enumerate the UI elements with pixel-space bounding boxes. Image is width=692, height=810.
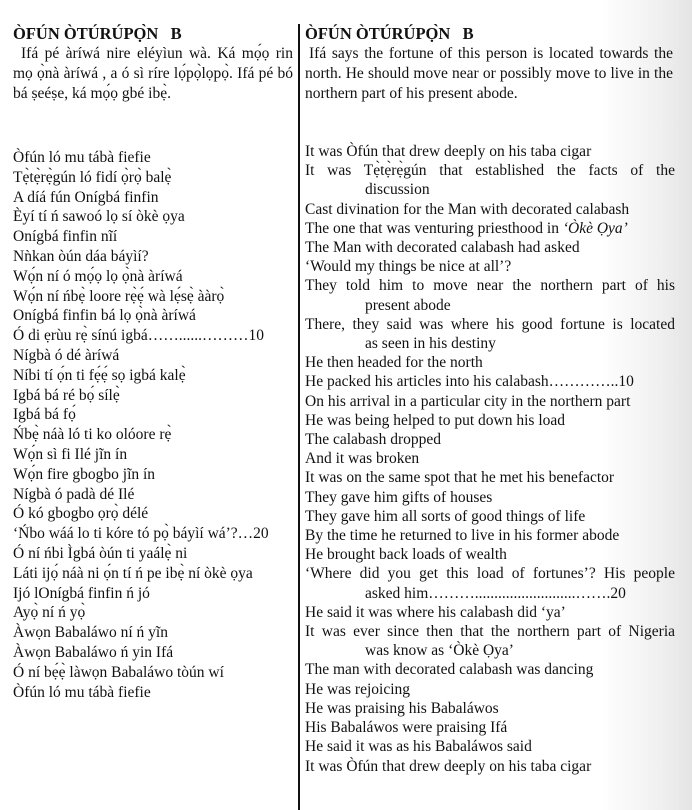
yoruba-verse-line: Èyí tí ń sawoó lọ sí òkè ọya bbox=[13, 208, 185, 226]
english-verse-line bbox=[305, 353, 675, 372]
yoruba-verses bbox=[13, 148, 298, 702]
english-verse-text: He was rejoicing bbox=[305, 680, 411, 698]
english-verse-text: They gave him gifts of houses bbox=[305, 488, 493, 506]
english-verse-text: The calabash dropped bbox=[305, 431, 441, 449]
english-verse-line bbox=[305, 392, 675, 411]
english-verse-text: He then headed for the north bbox=[305, 354, 483, 372]
yoruba-verse-line: ‘Ńbo wáá lo ti kóre tó pọ̀ báyìí wá’?…20 bbox=[13, 525, 269, 543]
english-verse-text: He was being helped to put down his load bbox=[305, 411, 566, 429]
english-verse-text: It was Òfún that drew deeply on his taba cigar bbox=[305, 143, 592, 160]
yoruba-verse-line: Wọ́n ní ńbẹ̀ loore rẹ̀ẹ́ wà lẹ́sẹ̀ ààrọ̀ bbox=[13, 287, 225, 305]
english-verse-line bbox=[305, 372, 675, 391]
english-verse-text: The man with decorated calabash was dancing bbox=[305, 661, 594, 679]
english-verse-text: His Babaláwos were praising Ifá bbox=[305, 719, 508, 737]
english-verse-line bbox=[305, 142, 675, 161]
yoruba-verse-line: Àwọn Babaláwo ń yin Ifá bbox=[13, 643, 174, 661]
english-verse-text: It was ever since then that the northern part of Nigeria bbox=[305, 623, 675, 641]
english-verse-text: They gave him all sorts of good things of life bbox=[305, 507, 586, 525]
yoruba-verse-line: Òfún ló mu tábà fiefie bbox=[13, 683, 151, 701]
english-verse-text: He was praising his Babaláwos bbox=[305, 699, 499, 717]
english-verse-text: It was Tẹ̀tẹ̀rẹ̀gún that established the facts of the bbox=[305, 162, 675, 180]
english-column-header bbox=[305, 24, 673, 104]
yoruba-verse-line: Ó di ẹrùu rẹ̀ sínú igbá……......………10 bbox=[13, 327, 264, 345]
english-verse-line bbox=[305, 507, 675, 526]
english-verse-line bbox=[305, 680, 675, 699]
yoruba-verse-line: Ayọ̀ ní ń yọ̀ bbox=[13, 604, 86, 622]
english-verse-line bbox=[305, 315, 675, 353]
english-verse-continuation: asked him………..........................…….20 bbox=[365, 584, 626, 602]
english-verse-line bbox=[305, 219, 675, 238]
english-title: ÒFÚN ÒTÚRÚPỌ̀N B bbox=[305, 24, 474, 43]
english-verse-line bbox=[305, 161, 675, 199]
english-verses bbox=[305, 142, 675, 776]
english-verse-line bbox=[305, 757, 675, 776]
yoruba-verse-line: Igbá bá fọ́ bbox=[13, 406, 76, 424]
english-verse-text: There, they said was where his good fortune is located bbox=[305, 315, 675, 333]
yoruba-verse-line: Ijó lOnígbá finfin ń jó bbox=[13, 584, 150, 602]
english-verse-continuation: present abode bbox=[365, 296, 451, 314]
english-verse-continuation: as seen in his destiny bbox=[365, 335, 496, 353]
english-verse-line bbox=[305, 603, 675, 622]
english-verse-line bbox=[305, 564, 675, 602]
yoruba-title: ÒFÚN ÒTÚRÚPỌ̀N B bbox=[13, 24, 182, 43]
english-verse-continuation: was know as ‘Òkè Ọya’ bbox=[365, 642, 514, 660]
english-verse-line bbox=[305, 488, 675, 507]
english-verse-line bbox=[305, 545, 675, 564]
english-verse-text: He packed his articles into his calabash…………..10 bbox=[305, 373, 634, 391]
english-verse-line bbox=[305, 660, 675, 679]
yoruba-verse-line: Láti ijọ́ náà ni ọ́n tí ń pe ibẹ̀ ní òkè ọya bbox=[13, 564, 253, 582]
english-verse-continuation: discussion bbox=[365, 181, 430, 199]
english-verse-text: He brought back loads of wealth bbox=[305, 546, 507, 564]
yoruba-verse-line: Nígbà ó dé àríwá bbox=[13, 346, 120, 364]
english-verse-line bbox=[305, 276, 675, 314]
yoruba-verse-line: Wọ́n ní ó mọ́ọ lọ ọ̀nà àríwá bbox=[13, 267, 183, 285]
yoruba-verse-line: Ó ní ńbi Ìgbá òún ti yaálẹ̀ ni bbox=[13, 544, 188, 562]
yoruba-verse-line: Onígbá finfin bá lọ ọ̀nà àríwá bbox=[13, 307, 196, 325]
yoruba-verse-line: A díá fún Onígbá finfin bbox=[13, 188, 159, 206]
yoruba-verse-line: Nǹkan òún dáa báyìí? bbox=[13, 247, 149, 265]
english-verse-text: Cast divination for the Man with decorated calabash bbox=[305, 200, 630, 218]
english-verse-line bbox=[305, 430, 675, 449]
column-divider bbox=[298, 24, 300, 810]
english-intro: Ifá says the fortune of this person is located towards the north. He should move near or possibly move to live in the northern part of his present abode. bbox=[305, 45, 673, 102]
place-name-italic: ‘Òkè Ọya’ bbox=[562, 219, 628, 237]
english-verse-line bbox=[305, 238, 675, 257]
english-verse-line bbox=[305, 449, 675, 468]
english-verse-text: He said it was as his Babaláwos said bbox=[305, 738, 532, 756]
yoruba-verse-line: Wọ́n fire gbogbo jĩn ín bbox=[13, 465, 156, 483]
english-verse-text: He said it was where his calabash did ‘ya’ bbox=[305, 603, 566, 621]
english-verse-line bbox=[305, 468, 675, 487]
english-verse-line bbox=[305, 699, 675, 718]
english-verse-line bbox=[305, 411, 675, 430]
yoruba-verse-line: Tẹ̀tẹ̀rẹ̀gún ló fidí ọ̀rọ̀ balẹ̀ bbox=[13, 168, 172, 186]
english-verse-text: The one that was venturing priesthood in ‘Òkè Ọya’ bbox=[305, 219, 628, 237]
english-verse-text: And it was broken bbox=[305, 450, 420, 468]
english-verse-line bbox=[305, 257, 675, 276]
english-verse-line bbox=[305, 200, 675, 219]
yoruba-verse-line: Àwọn Babaláwo ní ń yĩn bbox=[13, 624, 168, 642]
english-verse-line bbox=[305, 737, 675, 756]
english-verse-text: They told him to move near the northern part of his bbox=[305, 277, 675, 295]
yoruba-verse-line: Wọ́n sì fi Ilé jĩn ín bbox=[13, 445, 128, 463]
english-verse-line bbox=[305, 622, 675, 660]
yoruba-column-header bbox=[13, 24, 293, 104]
yoruba-verse-line: Ó kó gbogbo ọrọ̀ délé bbox=[13, 505, 149, 523]
yoruba-verse-line: Ńbẹ̀ náà ló ti ko olóore rẹ̀ bbox=[13, 426, 172, 444]
english-verse-text: The Man with decorated calabash had asked bbox=[305, 239, 580, 257]
english-verse-text: ‘Would my things be nice at all’? bbox=[305, 258, 512, 276]
yoruba-verse-line: Òfún ló mu tábà fiefie bbox=[13, 149, 151, 166]
yoruba-verse-line: Igbá bá ré bọ́ sílẹ̀ bbox=[13, 386, 120, 404]
english-verse-text: ‘Where did you get this load of fortunes’? His people bbox=[305, 565, 675, 583]
yoruba-verse-line: Níbi tí ọ́n ti fẹ́ẹ́ sọ igbá kalẹ̀ bbox=[13, 366, 186, 384]
yoruba-verse-line: Ó ní bẹ́ẹ̀ làwọn Babaláwo tòún wí bbox=[13, 663, 224, 681]
english-verse-text: On his arrival in a particular city in the northern part bbox=[305, 392, 631, 410]
english-verse-line bbox=[305, 526, 675, 545]
yoruba-verse-line: Nígbà ó padà dé Ilé bbox=[13, 485, 135, 503]
english-verse-text: By the time he returned to live in his former abode bbox=[305, 527, 620, 545]
english-verse-text: It was on the same spot that he met his benefactor bbox=[305, 469, 615, 487]
english-verse-line bbox=[305, 718, 675, 737]
english-verse-text: It was Òfún that drew deeply on his taba cigar bbox=[305, 757, 592, 775]
yoruba-verse-line: Onígbá finfin nĩí bbox=[13, 228, 118, 246]
yoruba-intro: Ifá pé àríwá nire eléyìun wà. Ká mọ́ọ rin mọ ọ̀nà àríwá , a ó sì ríre lọ́pọ̀lọpọ̀. Ifá pé bó bá ṣeéṣe, ká mọ́ọ gbé ibẹ̀. bbox=[13, 45, 293, 102]
